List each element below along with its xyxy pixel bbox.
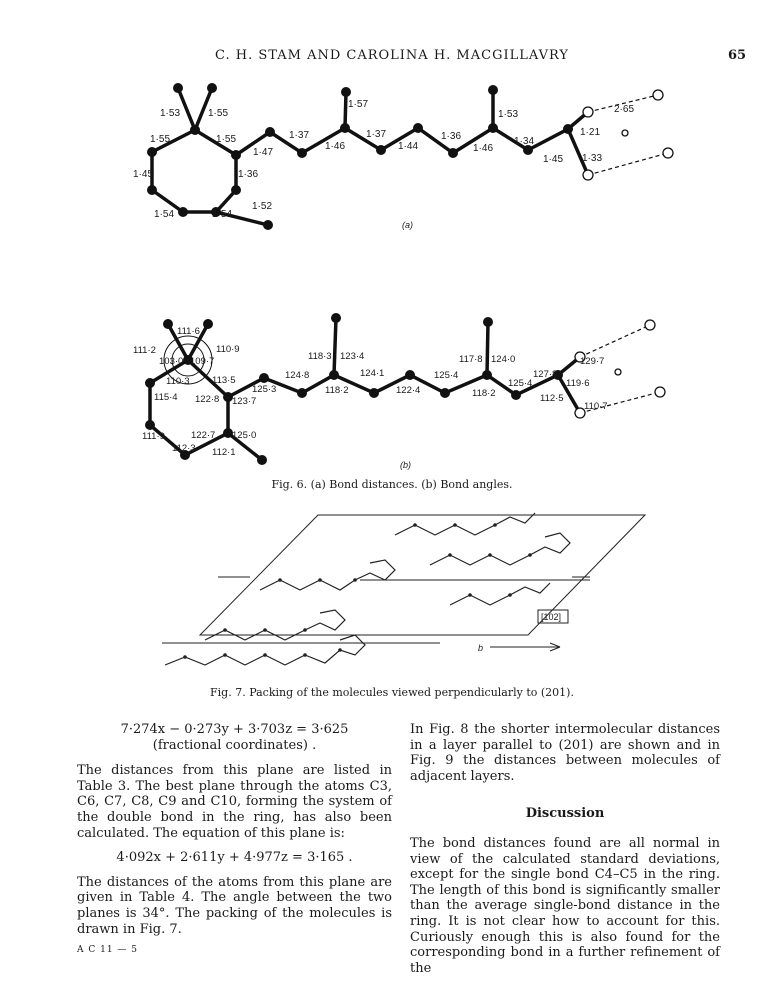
dist-label: 1·44	[398, 141, 419, 152]
angle-label: 118·2	[472, 388, 496, 399]
running-header: C. H. STAM AND CAROLINA H. MACGILLAVRY	[215, 48, 569, 63]
right-column	[410, 722, 720, 976]
angle-label: 110·3	[166, 376, 190, 387]
angle-label: 124·8	[285, 370, 310, 381]
angle-label: 122·8	[195, 394, 220, 405]
angle-label: 111·6	[177, 326, 200, 337]
fig6b-label: (b)	[400, 460, 411, 470]
dist-label: 1·33	[582, 153, 603, 164]
dist-label: 1·53	[160, 108, 181, 119]
angle-label: 103·0	[159, 356, 184, 367]
dist-label: 1·36	[238, 169, 259, 180]
angle-label: 113·5	[212, 375, 236, 386]
angle-label: 118·3	[308, 351, 332, 362]
figure-7	[0, 495, 784, 685]
dist-label: 1·55	[150, 134, 171, 145]
angle-label: 111·2	[133, 345, 156, 356]
dist-label: 1·54	[212, 209, 233, 220]
fig6-caption: Fig. 6. (a) Bond distances. (b) Bond angles.	[271, 478, 513, 491]
dist-label: 1·34	[514, 136, 535, 147]
angle-label: 119·6	[566, 378, 590, 389]
dist-label: 1·37	[366, 129, 387, 140]
dist-label: 1·46	[325, 141, 346, 152]
equation-2: 4·092x + 2·611y + 4·977z = 3·165 .	[116, 850, 353, 866]
angle-label: 125·4	[508, 378, 533, 389]
paragraph: The distances from this plane are listed in Table 3. The best plane through the atoms C3, C6, C7, C8, C9 and C10, forming the system of the double bond in the ring, has also been calculated. The equation of this plane is:	[77, 763, 392, 841]
angle-label: 125·3	[252, 384, 277, 395]
fig7-label-b: b	[478, 643, 484, 653]
dist-label: 1·45	[543, 154, 564, 165]
dist-label: 1·46	[473, 143, 494, 154]
angle-label: 109·7	[190, 356, 215, 367]
angle-label: 124·0	[491, 354, 516, 365]
section-heading: Discussion	[525, 806, 605, 822]
angle-label: 115·4	[154, 392, 178, 403]
dist-label: 1·55	[216, 134, 237, 145]
angle-label: 110·9	[216, 344, 240, 355]
dist-label: 1·53	[498, 109, 519, 120]
fig7-caption: Fig. 7. Packing of the molecules viewed perpendicularly to (201).	[210, 686, 574, 699]
dist-label: 1·55	[208, 108, 229, 119]
angle-label: 112·1	[212, 447, 236, 458]
dist-label: 1·57	[348, 99, 369, 110]
angle-label: 124·1	[360, 368, 385, 379]
fig7-label-102: [102]	[541, 612, 562, 622]
angle-label: 111·9	[142, 431, 165, 442]
dist-label: 1·37	[289, 130, 310, 141]
angle-label: 122·4	[396, 385, 421, 396]
page-number: 65	[728, 48, 747, 63]
signature-mark: A C 11 — 5	[77, 945, 139, 956]
dist-label: 1·47	[253, 147, 274, 158]
angle-label: 127·8	[533, 369, 558, 380]
dist-label: 1·54	[154, 209, 175, 220]
fig6a-label: (a)	[402, 220, 413, 230]
angle-label: 129·7	[580, 356, 605, 367]
angle-label: 123·7	[232, 396, 257, 407]
left-column	[77, 722, 392, 959]
angle-label: 112·5	[540, 393, 564, 404]
equation-1: 7·274x − 0·273y + 3·703z = 3·625	[120, 722, 349, 737]
dist-label: 1·36	[441, 131, 462, 142]
angle-label: 118·2	[325, 385, 349, 396]
figure-6a	[0, 0, 784, 490]
angle-label: 122·7	[191, 430, 216, 441]
angle-label: 112·3	[172, 443, 196, 454]
dist-label: 1·21	[580, 127, 601, 138]
paragraph: In Fig. 8 the shorter intermolecular distances in a layer parallel to (201) are shown and in Fig. 9 the distances between molecules of adjacent layers.	[410, 722, 720, 784]
dist-label: 2·65	[614, 104, 635, 115]
dist-label: 1·52	[252, 201, 273, 212]
angle-label: 123·4	[340, 351, 365, 362]
angle-label: 110·7	[584, 401, 608, 412]
angle-label: 125·0	[232, 430, 257, 441]
paragraph: The distances of the atoms from this plane are given in Table 4. The angle between the two planes is 34°. The packing of the molecules is drawn in Fig. 7.	[77, 874, 392, 937]
paragraph: The bond distances found are all normal in view of the calculated standard deviations, except for the single bond C4–C5 in the ring. The length of this bond is significantly smaller than the average single-bond distance in the ring. It is not clear how to account for this. Curiously enough this is also found for the corresponding bond in a further refinement of the	[410, 835, 720, 976]
angle-label: 117·8	[459, 354, 483, 365]
angle-label: 125·4	[434, 370, 459, 381]
equation-1-note: (fractional coordinates) .	[152, 737, 317, 753]
dist-label: 1·45	[133, 169, 154, 180]
